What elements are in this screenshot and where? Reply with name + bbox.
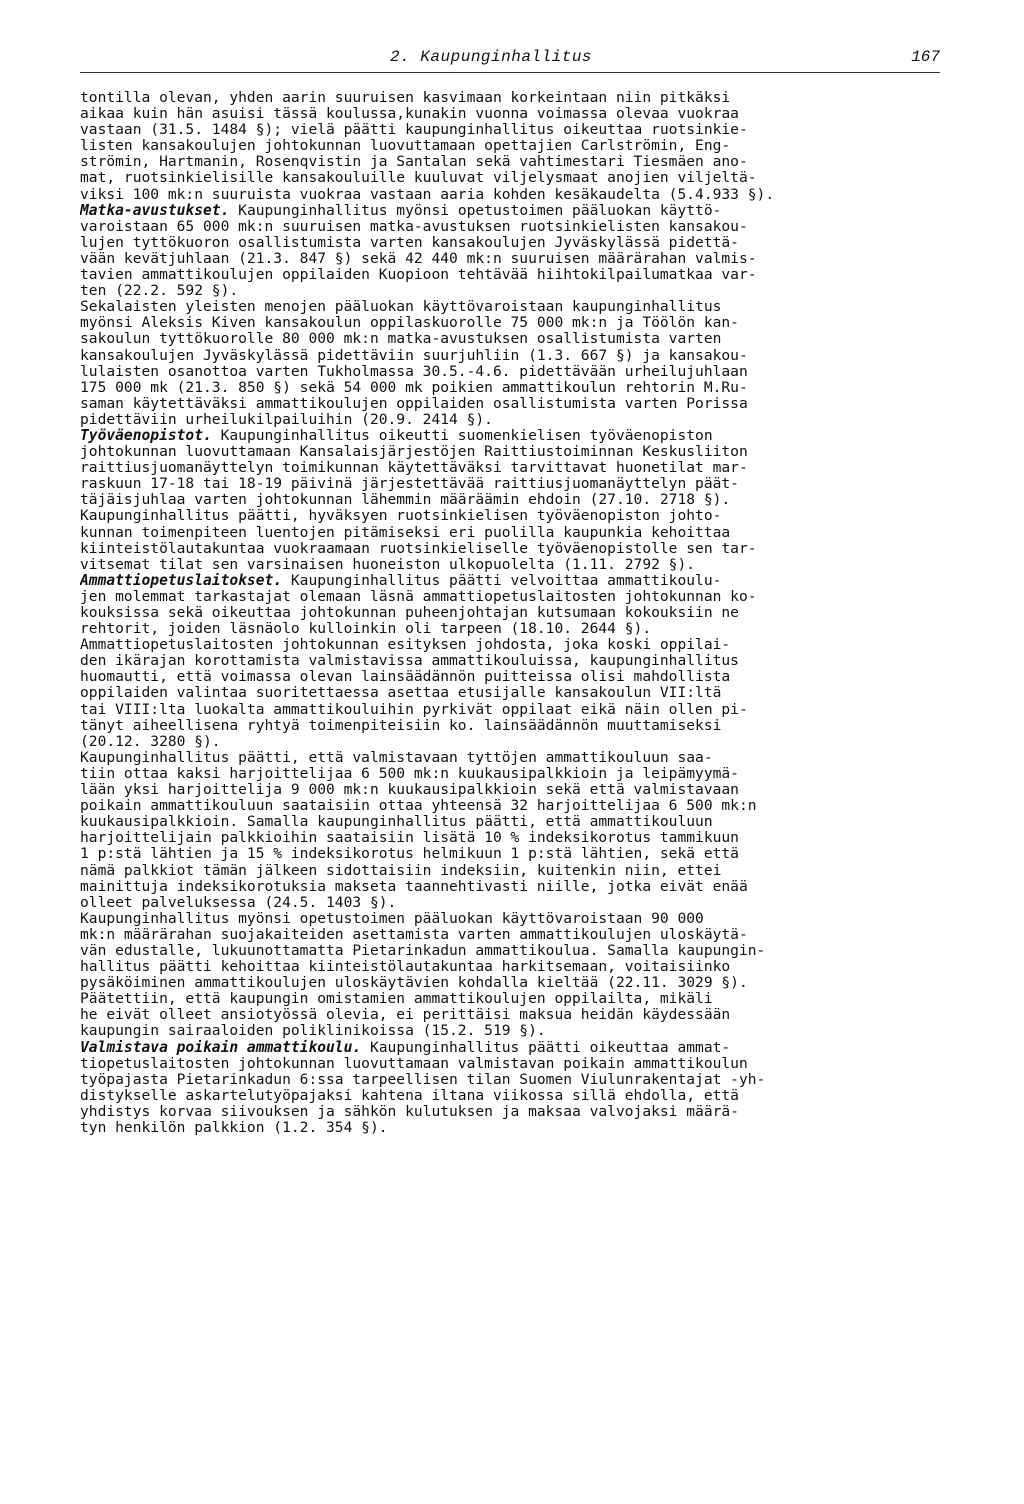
text-line: listen kansakoulujen johtokunnan luovuttamaan opettajien Carlströmin, Eng- — [80, 138, 731, 155]
section-heading: Matka-avustukset. — [80, 202, 230, 219]
text-line: ten (22.2. 592 §). — [80, 283, 239, 300]
text-line: varoistaan 65 000 mk:n suuruisen matka-avustuksen ruotsinkielisten kansakou- — [80, 218, 748, 235]
text-line: raskuun 17-18 tai 18-19 päivinä järjestettävää raittiusjuomanäyttelyn päät- — [80, 476, 739, 493]
text-line: 175 000 mk (21.3. 850 §) sekä 54 000 mk poikien ammattikoulun rehtorin M.Ru- — [80, 379, 748, 396]
section-heading: Ammattiopetuslaitokset. — [80, 572, 283, 589]
text-line: Sekalaisten yleisten menojen pääluokan käyttövaroistaan kaupunginhallitus — [80, 299, 722, 316]
page-number: 167 — [911, 48, 940, 66]
text-line: Matka-avustukset. Kaupunginhallitus myönsi opetustoimen pääluokan käyttö- — [80, 202, 722, 219]
text-line: kaupungin sairaaloiden poliklinikoissa (15.2. 519 §). — [80, 1023, 546, 1040]
text-line: he eivät olleet ansiotyössä olevia, ei perittäisi maksua heidän käydessään — [80, 1007, 731, 1024]
text-line: pidettäviin urheilukilpailuihin (20.9. 2414 §). — [80, 411, 493, 428]
text-line: viksi 100 mk:n suuruista vuokraa vastaan aaria kohden kesäkaudelta (5.4.933 §). — [80, 186, 775, 203]
text-line: johtokunnan luovuttamaan Kansalaisjärjestöjen Raittiustoiminnan Keskusliiton — [80, 444, 748, 461]
text-line: mk:n määrärahan suojakaiteiden asettamista varten ammattikoulujen uloskäytä- — [80, 926, 748, 943]
text-line: tontilla olevan, yhden aarin suuruisen kasvimaan korkeintaan niin pitkäksi — [80, 90, 731, 106]
text-line: hallitus päätti kehoittaa kiinteistölautakuntaa harkitsemaan, voitaisiinko — [80, 959, 731, 976]
text-line: tyn henkilön palkkion (1.2. 354 §). — [80, 1120, 388, 1136]
body-text — [80, 90, 960, 1136]
text-line: mat, ruotsinkielisille kansakouluille kuuluvat viljelysmaat anojien viljeltä- — [80, 170, 757, 187]
text-line: distykselle askartelutyöpajaksi kahtena iltana viikossa sillä ehdolla, että — [80, 1087, 739, 1104]
text-line: oppilaiden valintaa suoritettaessa asettaa etusijalle kansakoulun VII:ltä — [80, 685, 722, 702]
text-line: nämä palkkiot tämän jälkeen sidottaisiin indeksiin, kuitenkin niin, ettei — [80, 862, 722, 879]
header-rule — [80, 72, 940, 73]
text-line: lään yksi harjoittelija 9 000 mk:n kuukausipalkkioin sekä että valmistavaan — [80, 782, 739, 799]
text-line: olleet palveluksessa (24.5. 1403 §). — [80, 894, 397, 911]
text-line: saman käytettäväksi ammattikoulujen oppilaiden osallistumista varten Porissa — [80, 395, 748, 412]
text-line: vään kevätjuhlaan (21.3. 847 §) sekä 42 440 mk:n suuruisen määrärahan valmis- — [80, 250, 757, 267]
text-line: Työväenopistot. Kaupunginhallitus oikeutti suomenkielisen työväenopiston — [80, 427, 713, 444]
text-line: 1 p:stä lähtien ja 15 % indeksikorotus helmikuun 1 p:stä lähtien, sekä että — [80, 846, 739, 863]
text-line: täjäisjuhlaa varten johtokunnan lähemmin määräämin ehdoin (27.10. 2718 §). — [80, 492, 731, 509]
text-line: kunnan toimenpiteen luentojen pitämiseksi eri puolilla kaupunkia kehoittaa — [80, 524, 731, 541]
running-head: 2. Kaupunginhallitus — [390, 48, 593, 66]
text-line: strömin, Hartmanin, Rosenqvistin ja Santalan sekä vahtimestari Tiesmäen ano- — [80, 154, 748, 171]
text-line: (20.12. 3280 §). — [80, 733, 221, 750]
text-line: työpajasta Pietarinkadun 6:ssa tarpeellisen tilan Suomen Viulunrakentajat -yh- — [80, 1071, 766, 1088]
text-line: kuukausipalkkioin. Samalla kaupunginhallitus päätti, että ammattikouluun — [80, 814, 713, 831]
text-line: den ikärajan korottamista valmistavissa ammattikouluissa, kaupunginhallitus — [80, 653, 739, 670]
section-heading: Työväenopistot. — [80, 427, 212, 444]
text-line: tavien ammattikoulujen oppilaiden Kuopioon tehtävää hiihtokilpailumatkaa var- — [80, 267, 757, 284]
text-line: huomautti, että voimassa olevan lainsäädännön puitteissa olisi mahdollista — [80, 669, 731, 686]
text-line: lulaisten osanottoa varten Tukholmassa 30.5.-4.6. pidettävään urheilujuhlaan — [80, 363, 748, 380]
text-line: aikaa kuin hän asuisi tässä koulussa,kunakin vuonna voimassa olevaa vuokraa — [80, 106, 739, 123]
text-line: kouksissa sekä oikeuttaa johtokunnan puheenjohtajan kutsumaan kokouksiin ne — [80, 605, 739, 621]
text-line: Ammattiopetuslaitokset. Kaupunginhallitus päätti velvoittaa ammattikoulu- — [80, 572, 722, 589]
text-line: kansakoulujen Jyväskylässä pidettäviin suurjuhliin (1.3. 667 §) ja kansakou- — [80, 347, 748, 364]
text-line: jen molemmat tarkastajat olemaan läsnä ammattiopetuslaitosten johtokunnan ko- — [80, 588, 757, 605]
text-line: tänyt aiheellisena ryhtyä toimenpiteisiin ko. lainsäädännön muuttamiseksi — [80, 717, 722, 734]
text-line: vitsemat tilat sen varsinaisen huoneiston ulkopuolelta (1.11. 2792 §). — [80, 556, 696, 573]
text-line: mainittuja indeksikorotuksia makseta taannehtivasti niille, jotka eivät enää — [80, 878, 748, 895]
text-line: Kaupunginhallitus päätti, että valmistavaan tyttöjen ammattikouluun saa- — [80, 749, 713, 766]
text-line: tiopetuslaitosten johtokunnan luovuttamaan valmistavan poikain ammattikoulun — [80, 1055, 748, 1072]
text-line: Päätettiin, että kaupungin omistamien ammattikoulujen oppilailta, mikäli — [80, 991, 713, 1008]
text-line: Kaupunginhallitus myönsi opetustoimen pääluokan käyttövaroistaan 90 000 — [80, 910, 704, 927]
text-line: vastaan (31.5. 1484 §); vielä päätti kaupunginhallitus oikeuttaa ruotsinkie- — [80, 122, 748, 139]
page-header — [80, 48, 940, 72]
text-line: harjoittelijain palkkioihin saataisiin lisätä 10 % indeksikorotus tammikuun — [80, 830, 739, 847]
text-line: tai VIII:lta luokalta ammattikouluihin pyrkivät oppilaat eikä näin ollen pi- — [80, 701, 748, 718]
text-line: pysäköiminen ammattikoulujen uloskäytävien kohdalla kieltää (22.11. 3029 §). — [80, 975, 748, 992]
text-line: kiinteistölautakuntaa vuokraamaan ruotsinkieliselle työväenopistolle sen tar- — [80, 540, 757, 557]
text-line: tiin ottaa kaksi harjoittelijaa 6 500 mk:n kuukausipalkkioin ja leipämyymä- — [80, 765, 739, 782]
section-heading: Valmistava poikain ammattikoulu. — [80, 1039, 362, 1056]
text-line: Valmistava poikain ammattikoulu. Kaupunginhallitus päätti oikeuttaa ammat- — [80, 1039, 731, 1056]
text-line: sakoulun tyttökuorolle 80 000 mk:n matka-avustuksen osallistumista varten — [80, 331, 722, 348]
text-line: poikain ammattikouluun saataisiin ottaa yhteensä 32 harjoittelijaa 6 500 mk:n — [80, 798, 757, 815]
text-line: Kaupunginhallitus päätti, hyväksyen ruotsinkielisen työväenopiston johto- — [80, 508, 722, 525]
text-line: myönsi Aleksis Kiven kansakoulun oppilaskuorolle 75 000 mk:n ja Töölön kan- — [80, 315, 739, 332]
text-line: vän edustalle, lukuunottamatta Pietarinkadun ammattikoulua. Samalla kaupungin- — [80, 942, 766, 959]
text-line: rehtorit, joiden läsnäolo kulloinkin oli tarpeen (18.10. 2644 §). — [80, 621, 652, 638]
text-line: raittiusjuomanäyttelyn toimikunnan käytettäväksi tarvittavat huonetilat mar- — [80, 460, 748, 477]
text-line: lujen tyttökuoron osallistumista varten kansakoulujen Jyväskylässä pidettä- — [80, 234, 739, 251]
text-line: Ammattiopetuslaitosten johtokunnan esityksen johdosta, joka koski oppilai- — [80, 637, 731, 654]
text-line: yhdistys korvaa siivouksen ja sähkön kulutuksen ja maksaa valvojaksi määrä- — [80, 1103, 739, 1120]
